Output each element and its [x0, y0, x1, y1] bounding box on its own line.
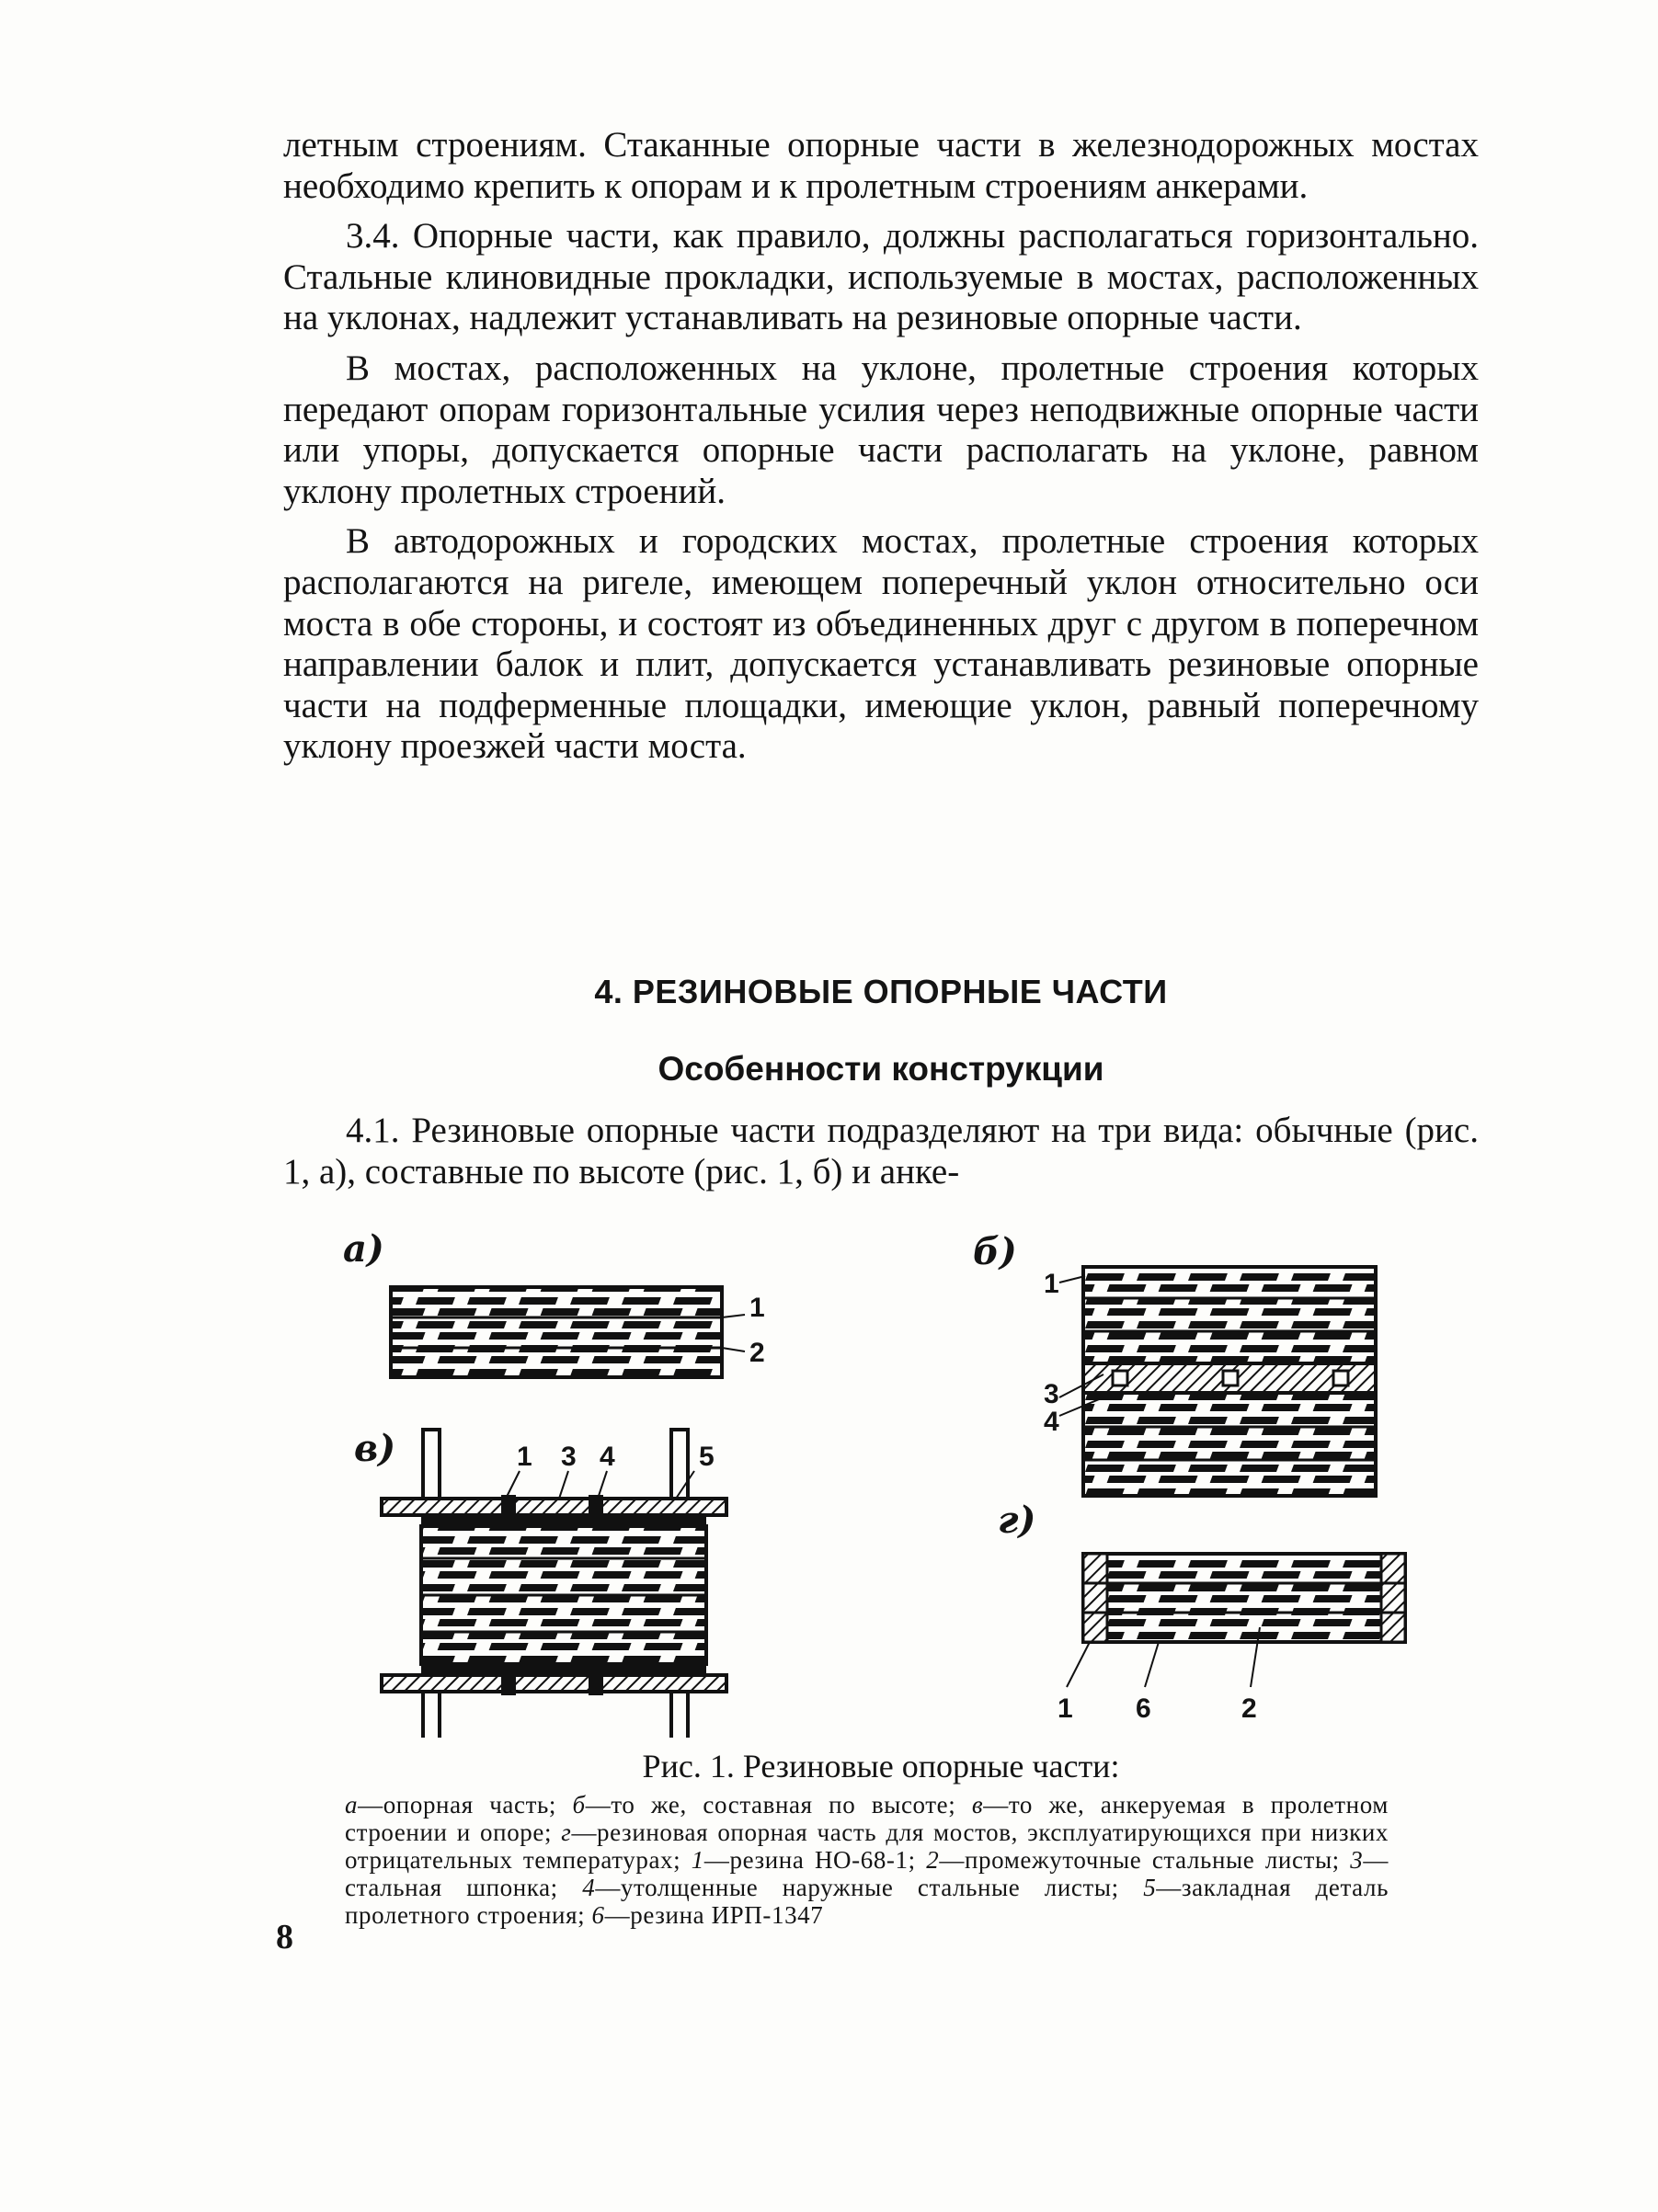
callout-v-1: 1 — [517, 1442, 532, 1472]
page-number: 8 — [276, 1918, 293, 1956]
legend-text-5: —закладная деталь пролетного строения; — [345, 1874, 1389, 1929]
callout-v-4: 4 — [600, 1442, 615, 1472]
callout-g-6: 6 — [1136, 1693, 1151, 1724]
callout-b-3: 3 — [1044, 1379, 1059, 1409]
callout-v-3: 3 — [561, 1442, 577, 1472]
legend-text-2: —промежуточные стальные листы; — [939, 1846, 1351, 1874]
legend-text-6: —резина ИРП-1347 — [604, 1901, 824, 1929]
section-heading: 4. РЕЗИНОВЫЕ ОПОРНЫЕ ЧАСТИ — [594, 973, 1168, 1010]
legend-text-a: —опорная часть; — [358, 1791, 573, 1819]
callout-g-1: 1 — [1058, 1693, 1073, 1724]
paragraph-3-4: 3.4. Опорные части, как правило, должны располагаться горизонтально. Стальные клиновидные прокладки, используемые в мостах, расположенных на уклонах, надлежит устанавливать на резиновые опорные части. — [283, 216, 1479, 338]
callout-a-2: 2 — [749, 1338, 765, 1368]
bearing-b — [1059, 1267, 1376, 1496]
bearing-a — [391, 1287, 745, 1377]
figure-caption-title: Рис. 1. Резиновые опорные части: — [642, 1748, 1120, 1784]
callout-g-2: 2 — [1241, 1693, 1257, 1724]
legend-key-2: 2 — [926, 1846, 940, 1874]
subsection-heading: Особенности конструкции — [657, 1050, 1104, 1088]
label-v: в) — [354, 1427, 396, 1470]
figure-caption-legend — [345, 1791, 1389, 1929]
paragraph-4-1: 4.1. Резиновые опорные части подразделяют на три вида: обычные (рис. 1, а), составные по высоте (рис. 1, б) и анке- — [283, 1111, 1479, 1192]
figure-drawing — [313, 1223, 1453, 1738]
legend-key-5: 5 — [1143, 1874, 1157, 1901]
legend-key-4: 4 — [582, 1874, 596, 1901]
label-b: б) — [973, 1230, 1017, 1273]
legend-text-3: —стальная шпонка; — [345, 1846, 1389, 1901]
bearing-v — [382, 1430, 726, 1738]
legend-text-1: —резина НО-68-1; — [703, 1846, 927, 1874]
legend-key-b: б — [572, 1791, 586, 1819]
label-a: а) — [343, 1227, 384, 1271]
legend-key-a: а — [345, 1791, 359, 1819]
figure-rubber-bearings — [313, 1223, 1453, 1738]
paragraph-road-bridges: В автодорожных и городских мостах, пролетные строения которых располагаются на ригеле, имеющем поперечный уклон относительно оси моста в обе стороны, и состоят из объединенных друг с другом в поперечном направлении балок и плит, допускается устанавливать резиновые опорные части на подферменные площадки, имеющие уклон, равный поперечному уклону проезжей части моста. — [283, 521, 1479, 767]
callout-a-1: 1 — [749, 1293, 765, 1323]
legend-key-g: г — [561, 1819, 572, 1846]
legend-key-1: 1 — [691, 1846, 704, 1874]
legend-text-v: —то же, анкеруемая в пролетном строении и опоре; — [345, 1791, 1389, 1846]
legend-key-6: 6 — [591, 1901, 605, 1929]
label-g: г) — [998, 1499, 1036, 1542]
callout-b-4: 4 — [1044, 1407, 1059, 1437]
paragraph-continuation: летным строениям. Стаканные опорные части в железнодорожных мостах необходимо крепить к опорам и к пролетным строениям анкерами. — [283, 125, 1479, 206]
body-text — [283, 125, 1479, 768]
legend-key-3: 3 — [1350, 1846, 1364, 1874]
paragraph-4-1-block — [283, 1111, 1479, 1192]
legend-text-g: —резиновая опорная часть для мостов, эксплуатирующихся при низких отрицательных температурах; — [345, 1819, 1389, 1874]
callout-v-5: 5 — [699, 1442, 715, 1472]
legend-key-v: в — [971, 1791, 984, 1819]
legend-text-b: —то же, составная по высоте; — [585, 1791, 972, 1819]
paragraph-slope-bridges: В мостах, расположенных на уклоне, пролетные строения которых передают опорам горизонтальные усилия через неподвижные опорные части или упоры, допускается опорные части располагать на уклоне, равном уклону пролетных строений. — [283, 348, 1479, 511]
legend-text-4: —утолщенные наружные стальные листы; — [595, 1874, 1144, 1901]
bearing-g — [1067, 1554, 1405, 1687]
callout-b-1: 1 — [1044, 1269, 1059, 1299]
